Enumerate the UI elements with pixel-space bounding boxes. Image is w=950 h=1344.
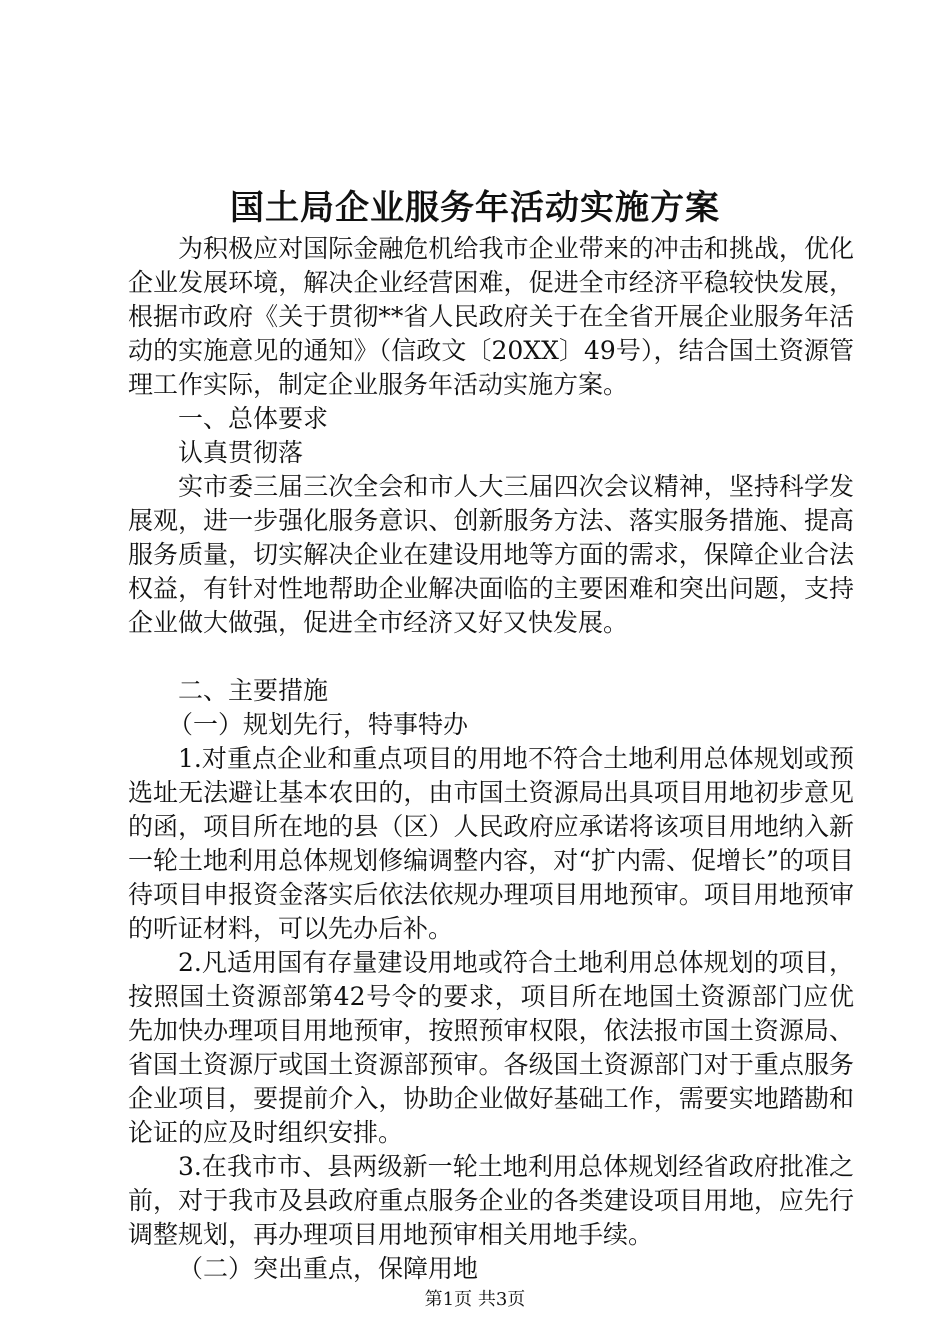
paragraph-fragment: 认真贯彻落 <box>178 438 304 467</box>
measure-item-3: 3.在我市市、县两级新一轮土地利用总体规划经省政府批准之前，对于我市及县政府重点服务企业的各类建设项目用地，应先行调整规划，再办理项目用地预审相关用地手续。 <box>128 1152 854 1249</box>
page-number-footer: 第1页 共3页 <box>424 1289 526 1310</box>
subsection-heading-planning: （一）规划先行，特事特办 <box>168 710 469 739</box>
section-heading-main-measures: 二、主要措施 <box>178 676 329 705</box>
section-heading-general-requirements: 一、总体要求 <box>178 404 329 433</box>
measure-item-2: 2.凡适用国有存量建设用地或符合土地利用总体规划的项目，按照国土资源部第42号令的要求，项目所在地国土资源部门应优先加快办理项目用地预审，按照预审权限，依法报市国土资源局、省国土资源厅或国土资源部预审。各级国土资源部门对于重点服务企业项目，要提前介入，协助企业做好基础工作，需要实地踏勘和论证的应及时组织安排。 <box>128 948 854 1147</box>
subsection-heading-key-land: （二）突出重点，保障用地 <box>178 1254 479 1283</box>
paragraph-gap <box>128 640 854 674</box>
measure-item-1: 1.对重点企业和重点项目的用地不符合土地利用总体规划或预选址无法避让基本农田的，由市国土资源局出具项目用地初步意见的函，项目所在地的县（区）人民政府应承诺将该项目用地纳入新一轮土地利用总体规划修编调整内容，对“扩内需、促增长”的项目待项目申报资金落实后依法依规办理项目用地预审。项目用地预审的听证材料，可以先办后补。 <box>128 744 854 943</box>
general-requirements-paragraph: 实市委三届三次全会和市人大三届四次会议精神，坚持科学发展观，进一步强化服务意识、创新服务方法、落实服务措施、提高服务质量，切实解决企业在建设用地等方面的需求，保障企业合法权益，有针对性地帮助企业解决面临的主要困难和突出问题，支持企业做大做强，促进全市经济又好又快发展。 <box>128 472 854 637</box>
document-body <box>128 232 854 1286</box>
intro-paragraph: 为积极应对国际金融危机给我市企业带来的冲击和挑战，优化企业发展环境，解决企业经营困难，促进全市经济平稳较快发展，根据市政府《关于贯彻**省人民政府关于在全省开展企业服务年活动的实施意见的通知》（信政文〔20XX〕49号），结合国土资源管理工作实际，制定企业服务年活动实施方案。 <box>128 234 854 399</box>
document-title: 国土局企业服务年活动实施方案 <box>230 188 720 228</box>
